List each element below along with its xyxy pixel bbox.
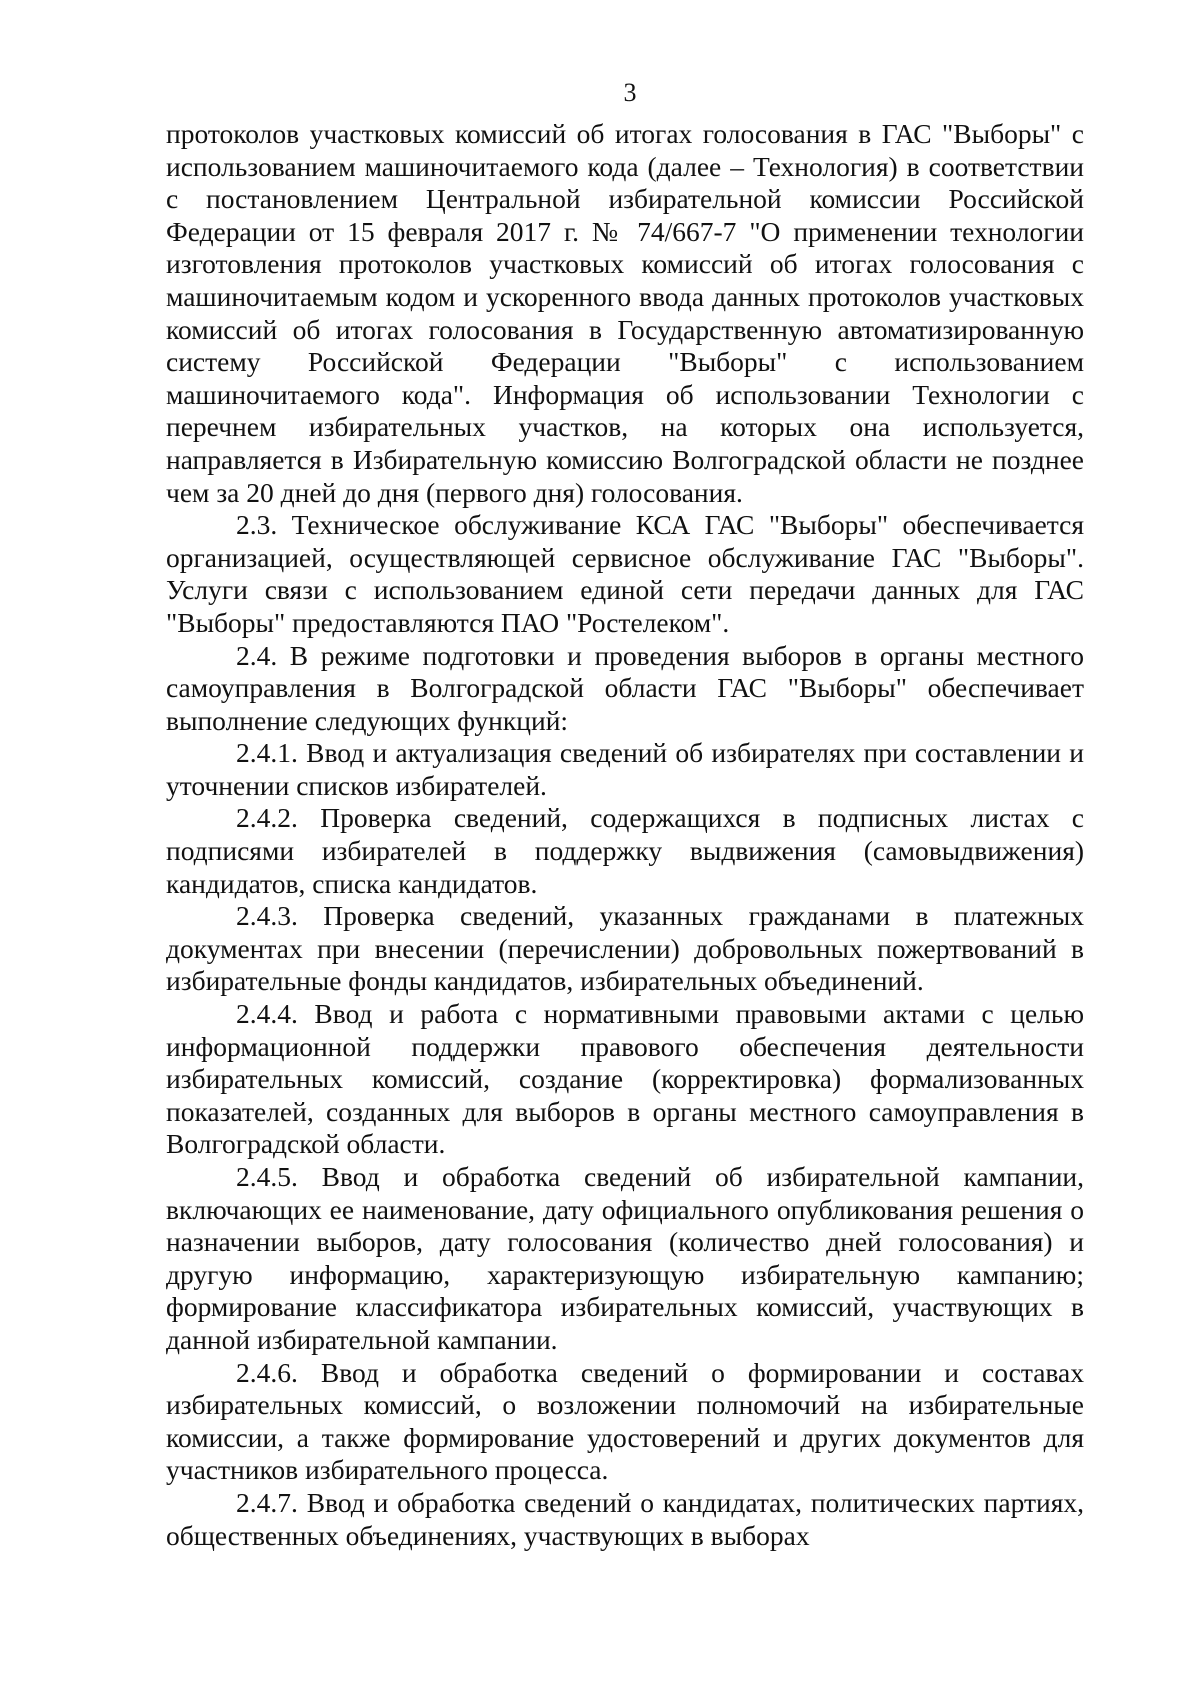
paragraph-2-4-6: 2.4.6. Ввод и обработка сведений о формировании и составах избирательных комиссий, о возложении полномочий на избирательные комиссии, а также формирование удостоверений и других документов для участников избирательного процесса. bbox=[166, 1356, 1084, 1486]
document-body bbox=[166, 118, 1084, 1552]
paragraph-2-3: 2.3. Техническое обслуживание КСА ГАС "Выборы" обеспечивается организацией, осуществляющей сервисное обслуживание ГАС "Выборы". Услуги связи с использованием единой сети передачи данных для ГАС "Выборы" предоставляются ПАО "Ростелеком". bbox=[166, 509, 1084, 638]
paragraph-2-4-4: 2.4.4. Ввод и работа с нормативными правовыми актами с целью информационной поддержки правового обеспечения деятельности избирательных комиссий, создание (корректировка) формализованных показателей, созданных для выборов в органы местного самоуправления в Волгоградской области. bbox=[166, 998, 1084, 1160]
paragraph-2-4-2: 2.4.2. Проверка сведений, содержащихся в подписных листах с подписями избирателей в поддержку выдвижения (самовыдвижения) кандидатов, списка кандидатов. bbox=[166, 802, 1084, 899]
paragraph-2-4-7: 2.4.7. Ввод и обработка сведений о кандидатах, политических партиях, общественных объединениях, участвующих в выборах bbox=[166, 1486, 1084, 1551]
page-number: 3 bbox=[623, 78, 637, 107]
paragraph-2-4-5: 2.4.5. Ввод и обработка сведений об избирательной кампании, включающих ее наименование, дату официального опубликования решения о назначении выборов, дату голосования (количество дней голосования) и другую информацию, характеризующую избирательную кампанию; формирование классификатора избирательных комиссий, участвующих в данной избирательной кампании. bbox=[166, 1161, 1084, 1355]
paragraph-2-4-3: 2.4.3. Проверка сведений, указанных гражданами в платежных документах при внесении (перечислении) добровольных пожертвований в избирательные фонды кандидатов, избирательных объединений. bbox=[166, 900, 1084, 997]
paragraph-continuation: протоколов участковых комиссий об итогах голосования в ГАС "Выборы" с использованием машиночитаемого кода (далее – Технология) в соответствии с постановлением Центральной избирательной комиссии Российской Федерации от 15 февраля 2017 г. № 74/667-7 "О применении технологии изготовления протоколов участковых комиссий об итогах голосования с машиночитаемым кодом и ускоренного ввода данных протоколов участковых комиссий об итогах голосования в Государственную автоматизированную систему Российской Федерации "Выборы" с использованием машиночитаемого кода". Информация об использовании Технологии с перечнем избирательных участков, на которых она используется, направляется в Избирательную комиссию Волгоградской области не позднее чем за 20 дней до дня (первого дня) голосования. bbox=[166, 118, 1084, 508]
paragraph-2-4: 2.4. В режиме подготовки и проведения выборов в органы местного самоуправления в Волгоградской области ГАС "Выборы" обеспечивает выполнение следующих функций: bbox=[166, 639, 1084, 736]
paragraph-2-4-1: 2.4.1. Ввод и актуализация сведений об избирателях при составлении и уточнении списков избирателей. bbox=[166, 737, 1084, 801]
